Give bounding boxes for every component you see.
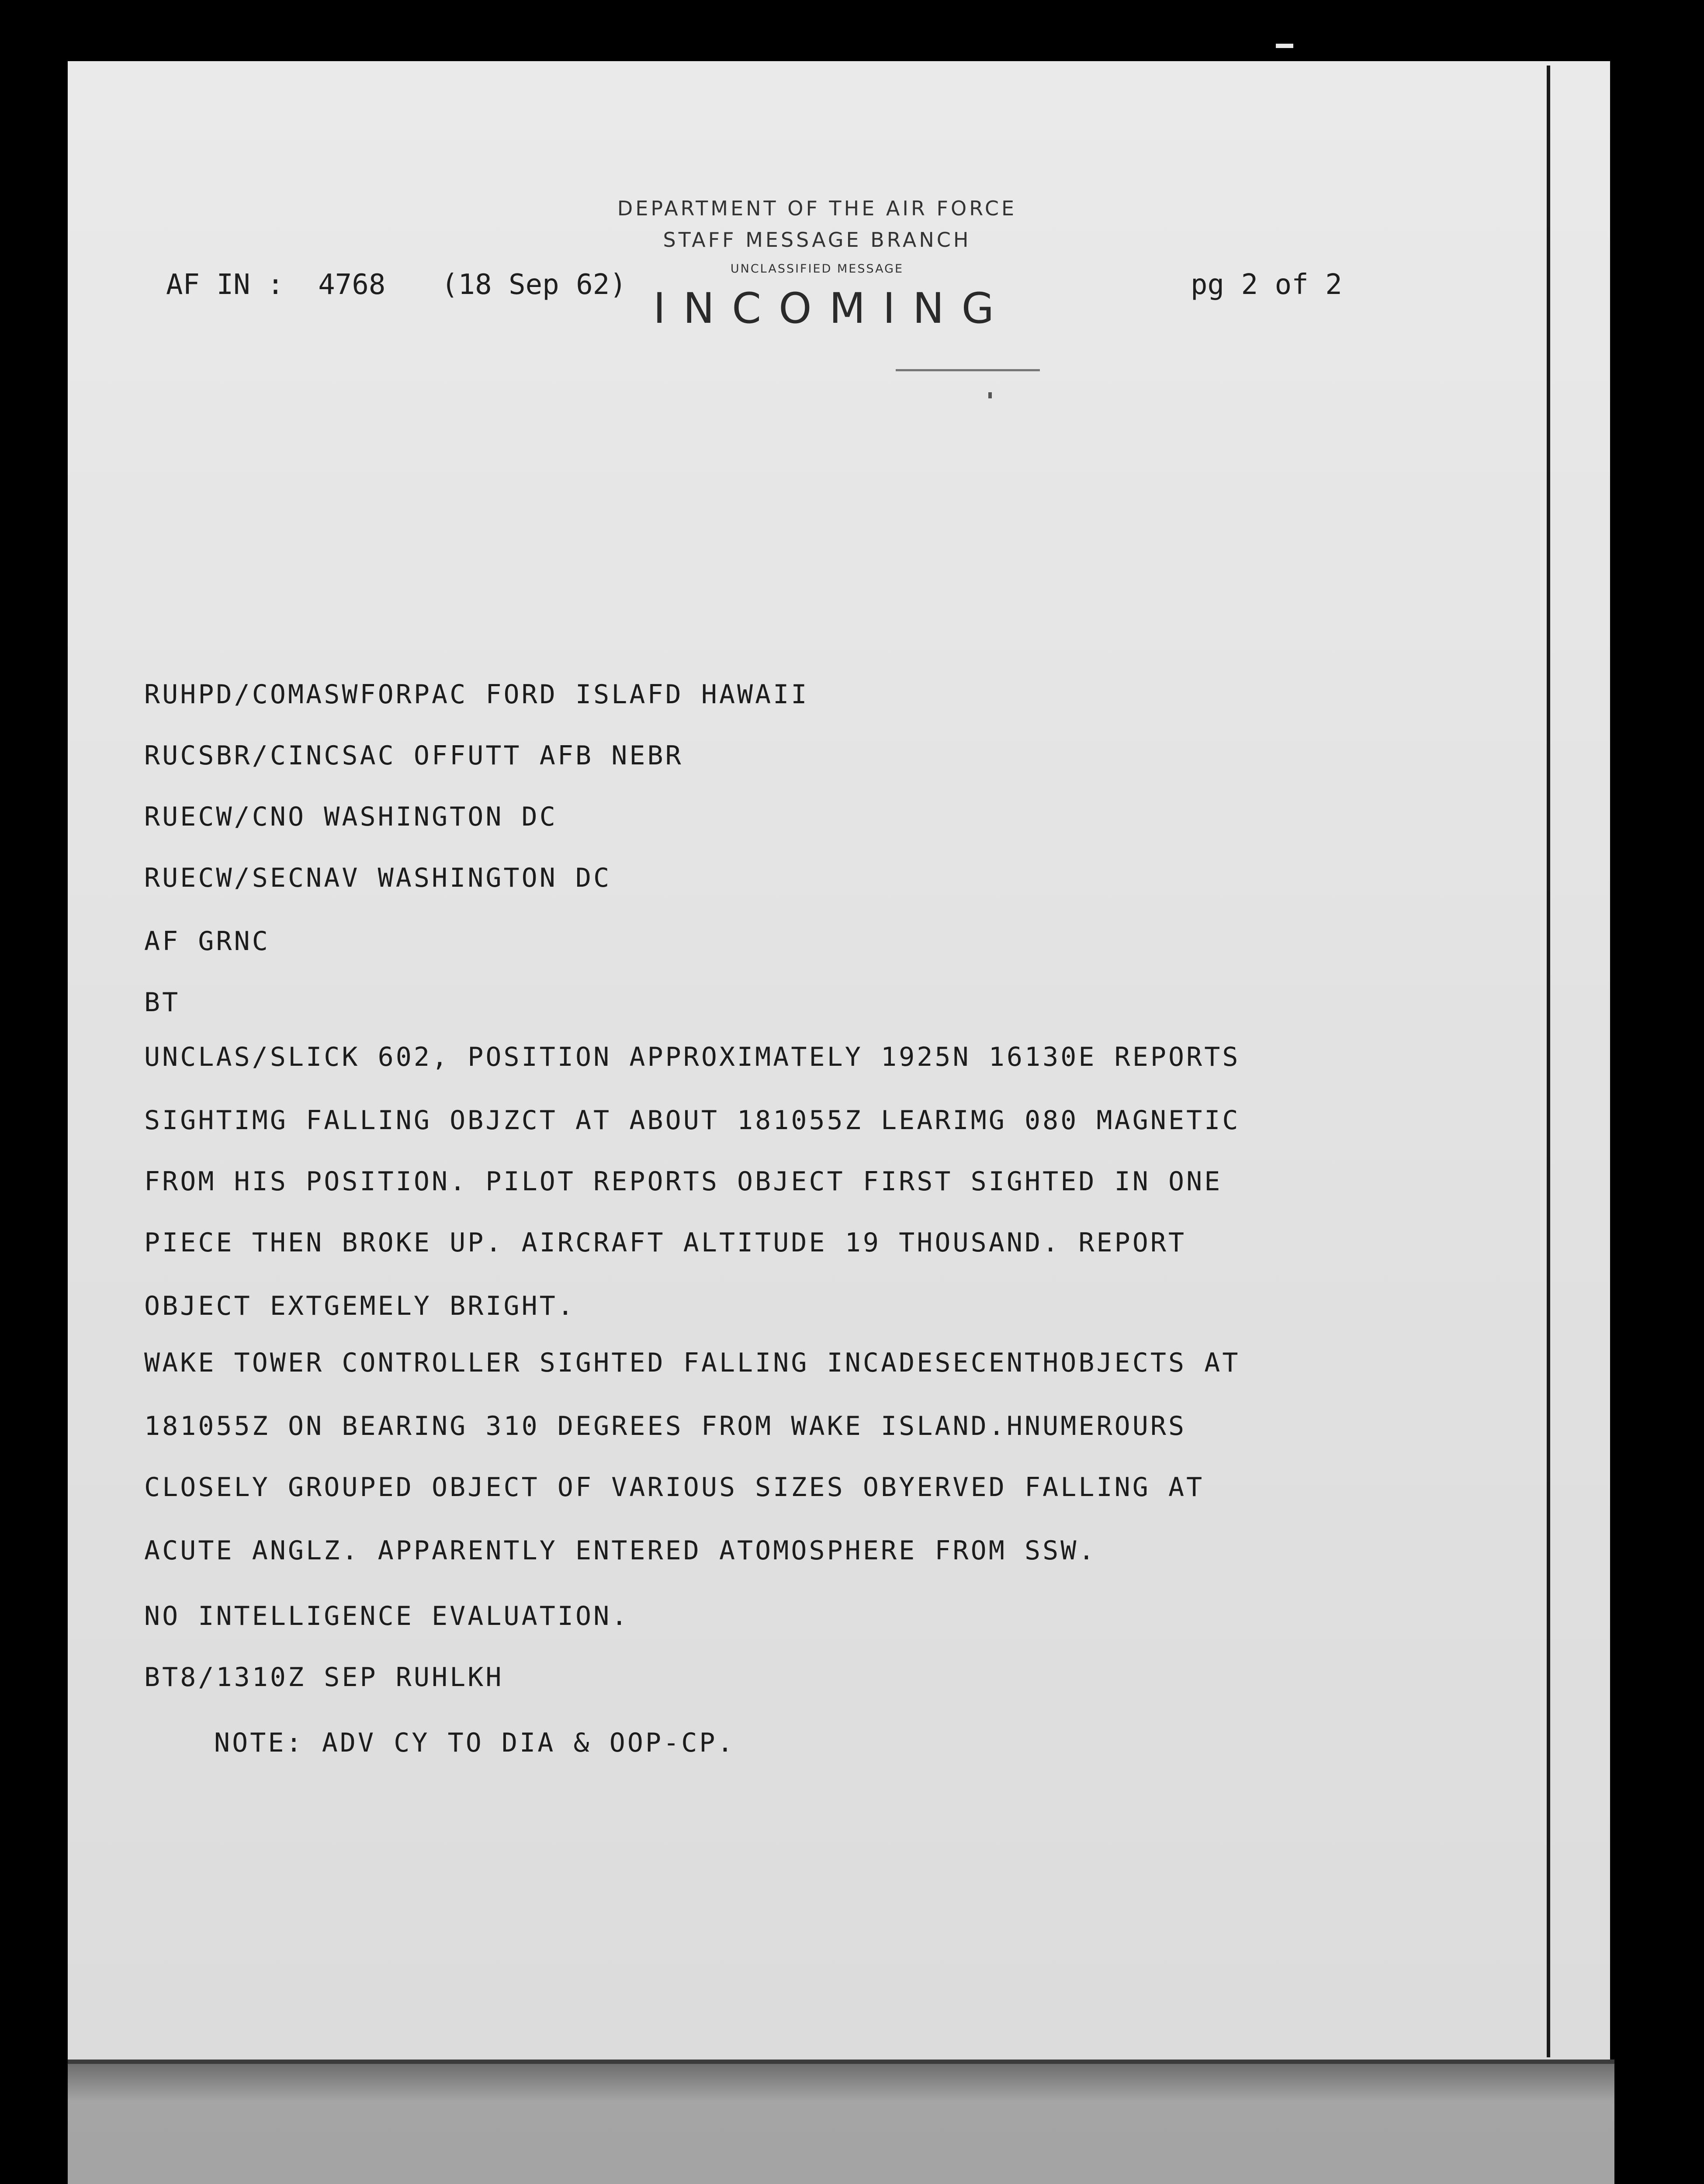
underlying-sheet xyxy=(68,2064,1614,2184)
classification-stamp: UNCLASSIFIED MESSAGE xyxy=(730,262,904,276)
page-number: pg 2 of 2 xyxy=(1191,269,1342,301)
routing-line: RUECW/CNO WASHINGTON DC xyxy=(144,802,558,832)
routing-line: AF GRNC xyxy=(144,926,270,957)
routing-line: BT xyxy=(144,987,180,1018)
department-heading: DEPARTMENT OF THE AIR FORCE xyxy=(617,197,1017,220)
routing-line: RUCSBR/CINCSAC OFFUTT AFB NEBR xyxy=(144,740,683,771)
message-line: NO INTELLIGENCE EVALUATION. xyxy=(144,1601,630,1631)
message-line: WAKE TOWER CONTROLLER SIGHTED FALLING INCADESECENTHOBJECTS AT xyxy=(144,1348,1240,1378)
message-line: SIGHTIMG FALLING OBJZCT AT ABOUT 181055Z LEARIMG 080 MAGNETIC xyxy=(144,1105,1240,1136)
message-line: 181055Z ON BEARING 310 DEGREES FROM WAKE ISLAND.HNUMEROURS xyxy=(144,1411,1187,1441)
message-line: BT8/1310Z SEP RUHLKH xyxy=(144,1662,504,1693)
routing-line: RUECW/SECNAV WASHINGTON DC xyxy=(144,863,612,893)
message-line: ACUTE ANGLZ. APPARENTLY ENTERED ATOMOSPHERE FROM SSW. xyxy=(144,1535,1097,1566)
message-line: OBJECT EXTGEMELY BRIGHT. xyxy=(144,1291,575,1321)
message-line: FROM HIS POSITION. PILOT REPORTS OBJECT FIRST SIGHTED IN ONE xyxy=(144,1166,1223,1197)
page-edge-shadow xyxy=(1547,66,1550,2057)
routing-note: NOTE: ADV CY TO DIA & OOP-CP. xyxy=(214,1728,735,1758)
message-line: CLOSELY GROUPED OBJECT OF VARIOUS SIZES OBYERVED FALLING AT xyxy=(144,1472,1205,1503)
routing-line: RUHPD/COMASWFORPAC FORD ISLAFD HAWAII xyxy=(144,679,809,710)
af-in-label: AF IN : xyxy=(166,269,284,301)
message-number: 4768 xyxy=(318,269,386,301)
stamp-rule xyxy=(896,369,1040,371)
stamp-mark xyxy=(988,392,992,398)
message-line: UNCLAS/SLICK 602, POSITION APPROXIMATELY 1925N 16130E REPORTS xyxy=(144,1042,1240,1072)
message-line: PIECE THEN BROKE UP. AIRCRAFT ALTITUDE 19 THOUSAND. REPORT xyxy=(144,1227,1187,1258)
incoming-stamp: INCOMING xyxy=(653,284,1012,333)
af-in-reference xyxy=(166,269,385,301)
branch-heading: STAFF MESSAGE BRANCH xyxy=(663,228,971,252)
scan-mark xyxy=(1276,44,1293,48)
message-date: (18 Sep 62) xyxy=(441,269,627,301)
